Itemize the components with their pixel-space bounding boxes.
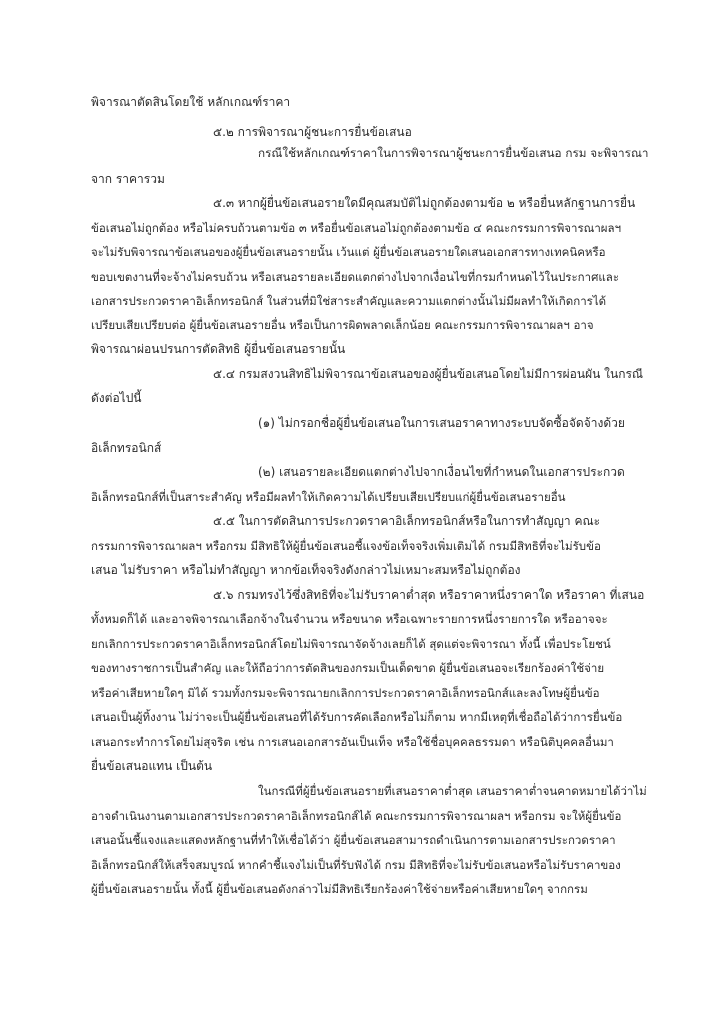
text-line: ของทางราชการเป็นสำคัญ และให้ถือว่าการตัดสินของกรมเป็นเด็ดขาด ผู้ยื่นข้อเสนอจะเรียกร้องค่าใช้จ่าย xyxy=(91,661,605,675)
text-line: ข้อเสนอไม่ถูกต้อง หรือไม่ครบถ้วนตามข้อ ๓ หรือยื่นข้อเสนอไม่ถูกต้องตามข้อ ๔ คณะกรรมการพิจารณาผลฯ xyxy=(91,221,622,235)
text-line: เสนอ ไม่รับราคา หรือไม่ทำสัญญา หากข้อเท็จจริงดังกล่าวไม่เหมาะสมหรือไม่ถูกต้อง xyxy=(91,563,521,577)
text-line: ทั้งหมดก็ได้ และอาจพิจารณาเลือกจ้างในจำนวน หรือขนาด หรือเฉพาะรายการหนึ่งรายการใด หรืออาจจะ xyxy=(91,612,608,626)
text-line: เสนอกระทำการโดยไม่สุจริต เช่น การเสนอเอกสารอันเป็นเท็จ หรือใช้ชื่อบุคคลธรรมดา หรือนิติบุคคลอื่นมา xyxy=(91,735,614,749)
section-heading: ๕.๒ การพิจารณาผู้ชนะการยื่นข้อเสนอ xyxy=(213,125,412,139)
paragraph-start: ในกรณีที่ผู้ยื่นข้อเสนอรายที่เสนอราคาต่ำสุด เสนอราคาต่ำจนคาดหมายได้ว่าไม่ xyxy=(258,784,647,798)
text-line: เสนอนั้นชี้แจงและแสดงหลักฐานที่ทำให้เชื่อได้ว่า ผู้ยื่นข้อเสนอสามารถดำเนินการตามเอกสารประกวดราคา xyxy=(91,833,616,847)
section-heading: ๕.๔ กรมสงวนสิทธิไม่พิจารณาข้อเสนอของผู้ยื่นข้อเสนอโดยไม่มีการผ่อนผัน ในกรณี xyxy=(213,367,644,381)
text-line: เสนอเป็นผู้ทิ้งงาน ไม่ว่าจะเป็นผู้ยื่นข้อเสนอที่ได้รับการคัดเลือกหรือไม่ก็ตาม หากมีเหตุที่เชื่อถือได้ว่าการยื่นข้อ xyxy=(91,710,623,724)
text-line: ขอบเขตงานที่จะจ้างไม่ครบถ้วน หรือเสนอรายละเอียดแตกต่างไปจากเงื่อนไขที่กรมกำหนดไว้ในประกาศและ xyxy=(91,270,620,284)
text-line: กรรมการพิจารณาผลฯ หรือกรม มีสิทธิให้ผู้ยื่นข้อเสนอชี้แจงข้อเท็จจริงเพิ่มเติมได้ กรมมีสิทธิที่จะไม่รับข้อ xyxy=(91,539,601,553)
text-line: จะไม่รับพิจารณาข้อเสนอของผู้ยื่นข้อเสนอรายนั้น เว้นแต่ ผู้ยื่นข้อเสนอรายใดเสนอเอกสารทางเทคนิคหรือ xyxy=(91,245,606,259)
text-line: ยกเลิกการประกวดราคาอิเล็กทรอนิกส์โดยไม่พิจารณาจัดจ้างเลยก็ได้ สุดแต่จะพิจารณา ทั้งนี้ เพื่อประโยชน์ xyxy=(91,637,611,651)
text-line: ผู้ยื่นข้อเสนอรายนั้น ทั้งนี้ ผู้ยื่นข้อเสนอดังกล่าวไม่มีสิทธิเรียกร้องค่าใช้จ่ายหรือค่าเสียหายใดๆ จากกรม xyxy=(91,882,588,896)
text-line: พิจารณาผ่อนปรนการตัดสิทธิ ผู้ยื่นข้อเสนอรายนั้น xyxy=(91,342,346,356)
text-line: อิเล็กทรอนิกส์ xyxy=(91,441,162,455)
text-line: อิเล็กทรอนิกส์ที่เป็นสาระสำคัญ หรือมีผลทำให้เกิดความได้เปรียบเสียเปรียบแก่ผู้ยื่นข้อเสนอรายอื่น xyxy=(91,490,566,504)
text-line: อิเล็กทรอนิกส์ให้เสร็จสมบูรณ์ หากคำชี้แจงไม่เป็นที่รับฟังได้ กรม มีสิทธิที่จะไม่รับข้อเสนอหรือไม่รับราคาของ xyxy=(91,858,621,872)
list-item: (๑) ไม่กรอกชื่อผู้ยื่นข้อเสนอในการเสนอราคาทางระบบจัดซื้อจัดจ้างด้วย xyxy=(258,416,625,430)
section-heading: ๕.๖ กรมทรงไว้ซึ่งสิทธิที่จะไม่รับราคาต่ำสุด หรือราคาหนึ่งราคาใด หรือราคา ที่เสนอ xyxy=(213,588,645,602)
section-heading: ๕.๓ หากผู้ยื่นข้อเสนอรายใดมีคุณสมบัติไม่ถูกต้องตามข้อ ๒ หรือยื่นหลักฐานการยื่น xyxy=(213,196,636,210)
list-item: (๒) เสนอรายละเอียดแตกต่างไปจากเงื่อนไขที่กำหนดในเอกสารประกวด xyxy=(258,465,625,479)
section-heading: ๕.๕ ในการตัดสินการประกวดราคาอิเล็กทรอนิกส์หรือในการทำสัญญา คณะ xyxy=(213,514,601,528)
text-line: จาก ราคารวม xyxy=(91,172,165,186)
text-line: หรือค่าเสียหายใดๆ มิได้ รวมทั้งกรมจะพิจารณายกเลิกการประกวดราคาอิเล็กทรอนิกส์และลงโทษผู้ยื่นข้อ xyxy=(91,686,600,700)
text-line: ยื่นข้อเสนอแทน เป็นต้น xyxy=(91,759,213,773)
text-line: ดังต่อไปนี้ xyxy=(91,391,142,405)
text-line: อาจดำเนินงานตามเอกสารประกวดราคาอิเล็กทรอนิกส์ได้ คณะกรรมการพิจารณาผลฯ หรือกรม จะให้ผู้ยื่นข้อ xyxy=(91,809,622,823)
text-line: เอกสารประกวดราคาอิเล็กทรอนิกส์ ในส่วนที่มิใช่สาระสำคัญและความแตกต่างนั้นไม่มีผลทำให้เกิดการได้ xyxy=(91,294,607,308)
text-line: กรณีใช้หลักเกณฑ์ราคาในการพิจารณาผู้ชนะการยื่นข้อเสนอ กรม จะพิจารณา xyxy=(258,146,649,160)
text-line: เปรียบเสียเปรียบต่อ ผู้ยื่นข้อเสนอรายอื่น หรือเป็นการผิดพลาดเล็กน้อย คณะกรรมการพิจารณาผลฯ อาจ xyxy=(91,318,594,332)
text-line: พิจารณาตัดสินโดยใช้ หลักเกณฑ์ราคา xyxy=(91,95,291,109)
